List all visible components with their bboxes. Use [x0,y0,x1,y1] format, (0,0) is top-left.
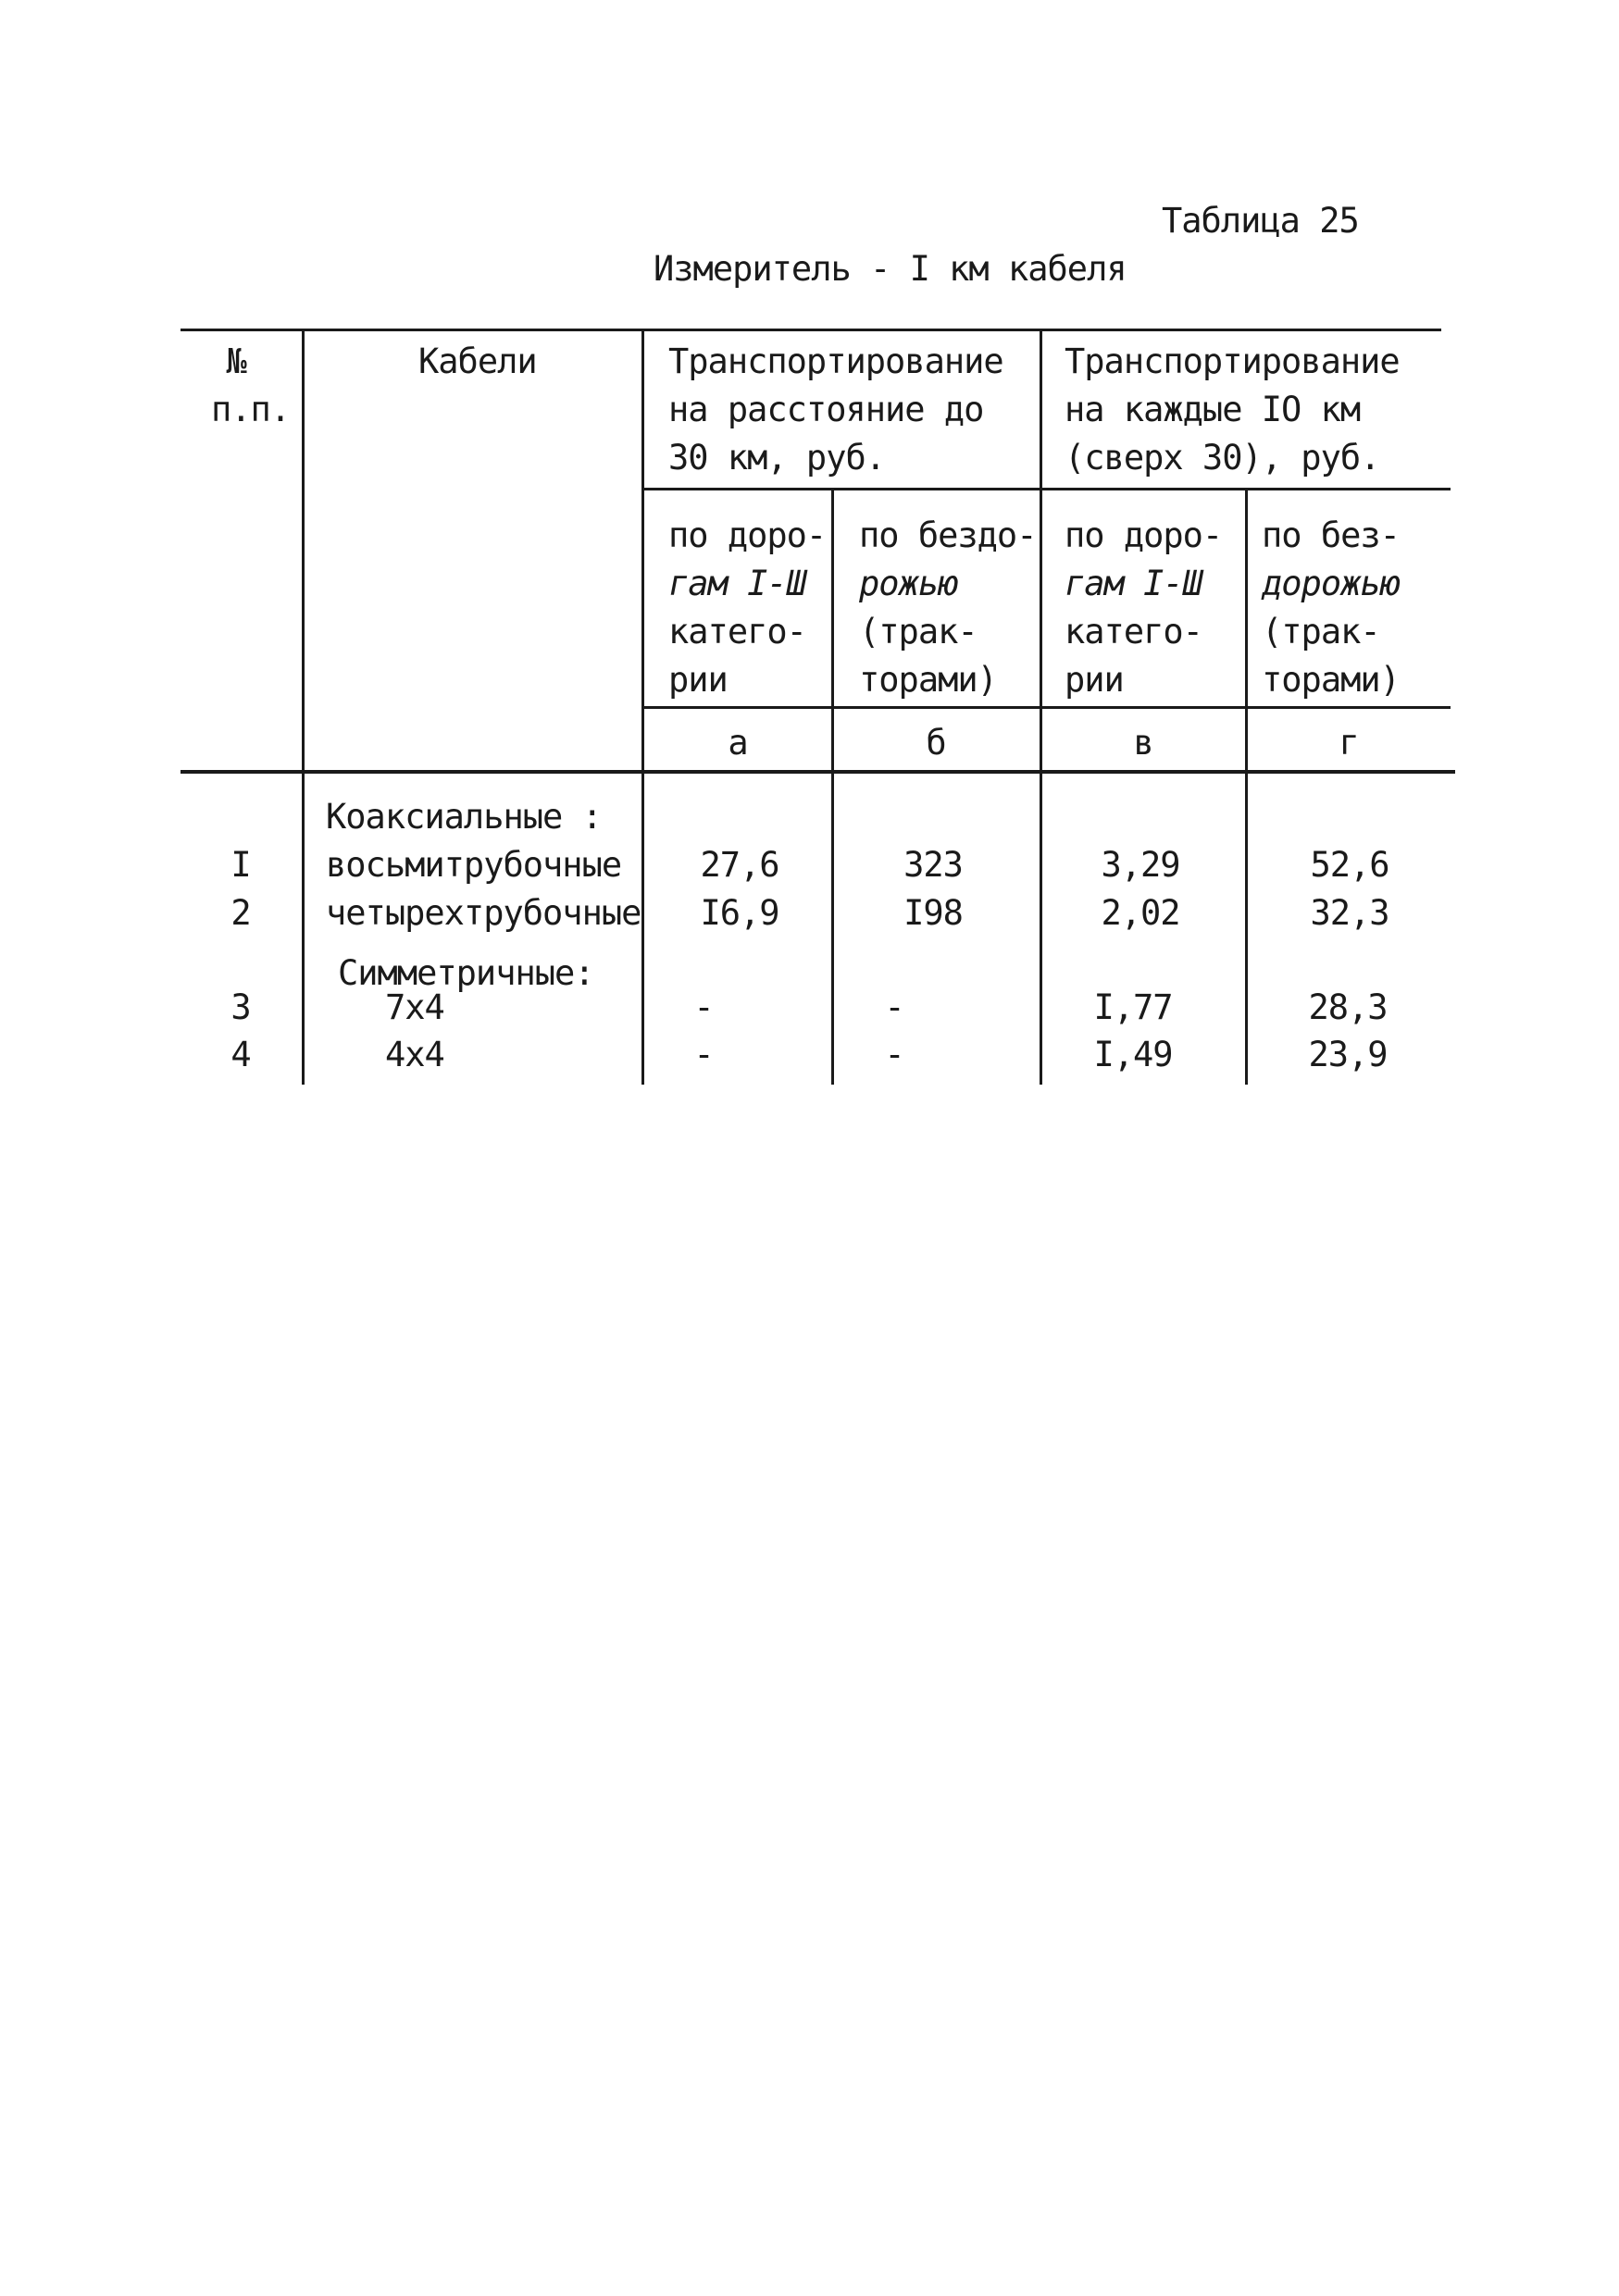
header-cable: Кабели [418,341,537,381]
subheader-b-line4: торами) [859,660,997,700]
row-1-num: I [230,845,251,885]
row-3-g: 28,3 [1308,987,1388,1027]
subheader-a-line1: по доро- [668,515,827,555]
header-num-abbrev: п.п. [211,390,291,429]
row-2-num: 2 [230,893,251,933]
divider-cable-a [641,330,644,1085]
divider-v-g [1245,490,1248,1085]
row-1-v: 3,29 [1101,845,1180,885]
row-3-num: 3 [230,987,251,1027]
row-1-name: восьмитрубочные [326,845,622,885]
group-label-coaxial: Коаксиальные : [326,797,602,837]
subheader-a-line2: гам I-Ш [668,564,806,603]
header-group-30km-line1: Транспортирование [668,341,1003,381]
header-group-10km-line3: (сверх 30), руб. [1065,438,1380,478]
row-3-a: - [693,987,714,1027]
column-letter-g: г [1339,723,1359,763]
header-group-10km-line2: на каждые IO км [1065,390,1361,429]
subheader-rule [642,706,1451,709]
row-1-a: 27,6 [700,845,779,885]
divider-a-b [831,490,834,1085]
row-2-g: 32,3 [1310,893,1389,933]
row-1-b: 323 [903,845,963,885]
subheader-g-line2: дорожью [1262,564,1400,603]
subheader-b-line2: рожью [859,564,958,603]
row-4-b: - [884,1035,904,1074]
divider-num-cable [302,330,305,1085]
table-number: Таблица 25 [1162,201,1359,241]
group-label-symmetric: Симметричные: [338,953,594,993]
subheader-v-line2: гам I-Ш [1065,564,1202,603]
row-3-v: I,77 [1093,987,1173,1027]
header-group-10km-line1: Транспортирование [1065,341,1400,381]
column-letter-v: в [1133,723,1153,763]
top-rule [181,329,1441,331]
column-letter-b: б [926,723,946,763]
row-4-num: 4 [230,1035,251,1074]
subheader-b-line1: по бездо- [859,515,1037,555]
header-bottom-rule [181,770,1455,774]
subheader-v-line1: по доро- [1065,515,1223,555]
subheader-v-line3: катего- [1065,612,1202,652]
subheader-v-line4: рии [1065,660,1124,700]
divider-b-v [1040,330,1042,1085]
row-4-v: I,49 [1093,1035,1173,1074]
row-3-b: - [884,987,904,1027]
header-group-30km-line2: на расстояние до [668,390,984,429]
row-2-name: четырехтрубочные [326,893,641,933]
row-2-a: I6,9 [700,893,779,933]
subheader-a-line4: рии [668,660,728,700]
row-4-a: - [693,1035,714,1074]
header-num-symbol: № [226,341,246,381]
row-1-g: 52,6 [1310,845,1389,885]
row-2-v: 2,02 [1101,893,1180,933]
row-4-name: 4х4 [385,1035,444,1074]
subheader-g-line4: торами) [1262,660,1400,700]
subheader-a-line3: катего- [668,612,806,652]
subheader-g-line1: по без- [1262,515,1400,555]
group-header-rule [642,488,1451,490]
subheader-b-line3: (трак- [859,612,978,652]
row-2-b: I98 [903,893,963,933]
row-4-g: 23,9 [1308,1035,1388,1074]
row-3-name: 7х4 [385,987,444,1027]
unit-caption: Измеритель - I км кабеля [654,249,1127,289]
subheader-g-line3: (трак- [1262,612,1380,652]
header-group-30km-line3: 30 км, руб. [668,438,886,478]
column-letter-a: а [728,723,748,763]
